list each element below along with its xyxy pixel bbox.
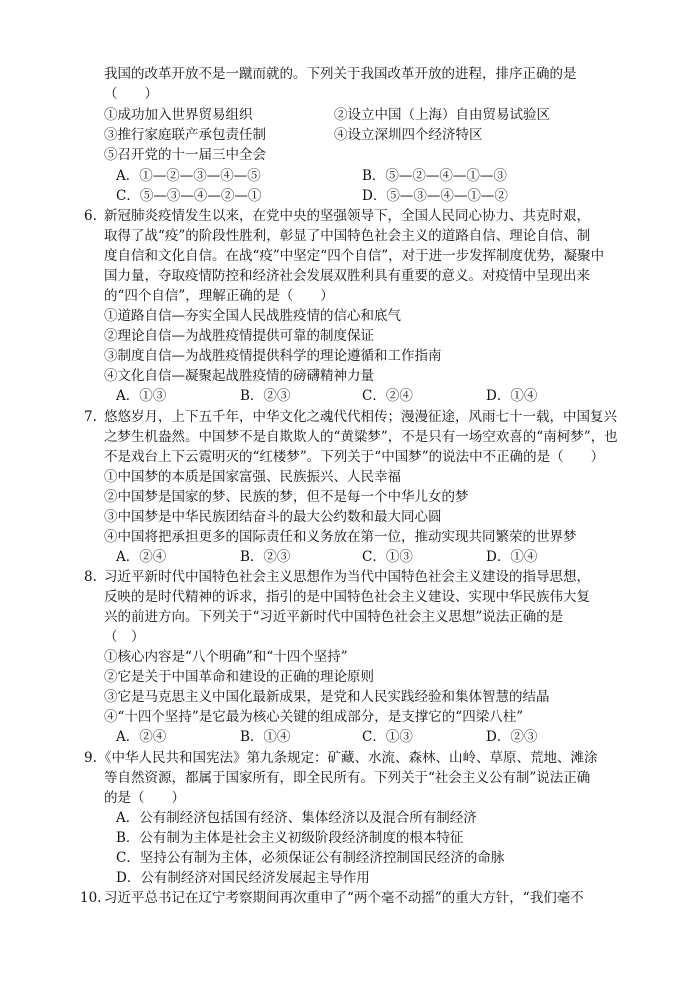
q9-stem-line: 等自然资源，都属于国家所有，即全民所有。下列关于“社会主义公有制”说法正确 bbox=[104, 770, 591, 786]
q5-option-1: ①成功加入世界贸易组织 bbox=[104, 107, 253, 123]
q8-choice-a: A．②④ bbox=[116, 729, 167, 745]
q5-option-5: ⑤召开党的十一届三中全会 bbox=[104, 147, 266, 163]
q7-option-2: ②中国梦是国家的梦、民族的梦，但不是每一个中华儿女的梦 bbox=[104, 489, 469, 505]
q6-option-1: ①道路自信—夯实全国人民战胜疫情的信心和底气 bbox=[104, 308, 401, 324]
q7-choice-b: B．②③ bbox=[240, 549, 291, 565]
q8-choice-b: B．①④ bbox=[240, 729, 291, 745]
q8-stem-line: 反映的是时代精神的诉求，指引的是中国特色社会主义建设、实现中华民族伟大复 bbox=[104, 589, 590, 605]
q8-option-1: ①核心内容是“八个明确”和“十四个坚持” bbox=[104, 649, 348, 665]
q6-option-3: ③制度自信—为战胜疫情提供科学的理论遵循和工作指南 bbox=[104, 348, 442, 364]
q5-option-3: ③推行家庭联产承包责任制 bbox=[104, 127, 266, 143]
q7-choice-a: A．②④ bbox=[116, 549, 167, 565]
q9-choice-b: B．公有制为主体是社会主义初级阶段经济制度的根本特征 bbox=[116, 830, 464, 846]
q5-choice-b: B．⑤—②—④—①—③ bbox=[362, 168, 507, 184]
q9-number: 9. bbox=[84, 750, 97, 766]
q7-stem-line: 不是戏台上下云霓明灭的“红楼梦”。下列关于“中国梦”的说法中不正确的是（ ） bbox=[104, 449, 605, 465]
q6-number: 6. bbox=[84, 208, 97, 224]
q5-option-4: ④设立深圳四个经济特区 bbox=[334, 127, 483, 143]
q9-choice-a: A．公有制经济包括国有经济、集体经济以及混合所有制经济 bbox=[116, 810, 477, 826]
q9-choice-d: D．公有制经济对国民经济发展起主导作用 bbox=[116, 870, 370, 886]
q10-number: 10. bbox=[80, 890, 102, 906]
q7-option-3: ③中国梦是中华民族团结奋斗的最大公约数和最大同心圆 bbox=[104, 509, 442, 525]
q8-choice-c: C．①③ bbox=[362, 729, 413, 745]
q9-stem-line: 《中华人民共和国宪法》第九条规定：矿藏、水流、森林、山岭、草原、荒地、滩涂 bbox=[98, 750, 598, 766]
q7-option-4: ④中国将把承担更多的国际责任和义务放在第一位，推动实现共同繁荣的世界梦 bbox=[104, 529, 577, 545]
q6-option-2: ②理论自信—为战胜疫情提供可靠的制度保证 bbox=[104, 328, 374, 344]
q5-choice-c: C．⑤—③—④—②—① bbox=[116, 188, 262, 204]
q6-choice-b: B．②③ bbox=[240, 388, 291, 404]
q8-option-3: ③它是马克思主义中国化最新成果，是党和人民实践经验和集体智慧的结晶 bbox=[104, 689, 550, 705]
q5-choice-a: A．①—②—③—④—⑤ bbox=[116, 168, 261, 184]
q6-stem-line: 的“四个自信”，理解正确的是（ ） bbox=[104, 288, 334, 304]
q6-choice-a: A．①③ bbox=[116, 388, 167, 404]
q6-stem-line: 国力量，夺取疫情防控和经济社会发展双胜利具有重要的意义。对疫情中呈现出来 bbox=[104, 268, 590, 284]
q7-option-1: ①中国梦的本质是国家富强、民族振兴、人民幸福 bbox=[104, 469, 401, 485]
q7-number: 7. bbox=[84, 409, 97, 425]
q6-option-4: ④文化自信—凝聚起战胜疫情的磅礴精神力量 bbox=[104, 368, 374, 384]
q6-choice-c: C．②④ bbox=[362, 388, 413, 404]
q6-stem-line: 新冠肺炎疫情发生以来，在党中央的坚强领导下，全国人民同心协力、共克时艰， bbox=[104, 208, 590, 224]
q7-stem-line: 之梦生机盎然。中国梦不是自欺欺人的“黄粱梦”，不是只有一场空欢喜的“南柯梦”，也 bbox=[104, 429, 618, 445]
q9-choice-c: C．坚持公有制为主体，必须保证公有制经济控制国民经济的命脉 bbox=[116, 850, 505, 866]
q8-number: 8. bbox=[84, 569, 97, 585]
q5-stem-line: 我国的改革开放不是一蹴而就的。下列关于我国改革开放的进程，排序正确的是 bbox=[104, 66, 577, 82]
q8-choice-d: D．②③ bbox=[486, 729, 538, 745]
q7-choice-c: C．①③ bbox=[362, 549, 413, 565]
q8-stem-line: 习近平新时代中国特色社会主义思想作为当代中国特色社会主义建设的指导思想， bbox=[104, 569, 590, 585]
q9-stem-line: 的是（ ） bbox=[104, 790, 185, 806]
q10-stem-line: 习近平总书记在辽宁考察期间再次重申了“两个毫不动摇”的重大方针，“我们毫不 bbox=[104, 890, 584, 906]
q5-option-2: ②设立中国（上海）自由贸易试验区 bbox=[334, 107, 550, 123]
q5-choice-d: D．⑤—③—④—①—② bbox=[362, 188, 508, 204]
q6-stem-line: 取得了战“疫”的阶段性胜利，彰显了中国特色社会主义的道路自信、理论自信、制 bbox=[104, 228, 591, 244]
q6-choice-d: D．①④ bbox=[486, 388, 538, 404]
q8-answer-paren: （ ） bbox=[104, 629, 145, 645]
q6-stem-line: 度自信和文化自信。在战“疫”中坚定“四个自信”，对于进一步发挥制度优势，凝聚中 bbox=[104, 248, 605, 264]
q8-option-2: ②它是关于中国革命和建设的正确的理论原则 bbox=[104, 669, 374, 685]
q8-stem-line: 兴的前进方向。下列关于“习近平新时代中国特色社会主义思想”说法正确的是 bbox=[104, 609, 564, 625]
q5-answer-paren: （ ） bbox=[104, 86, 158, 102]
q7-stem-line: 悠悠岁月，上下五千年，中华文化之魂代代相传；漫漫征途，风雨七十一载，中国复兴 bbox=[104, 409, 617, 425]
q8-option-4: ④“十四个坚持”是它最为核心关键的组成部分，是支撑它的“四梁八柱” bbox=[104, 709, 524, 725]
q7-choice-d: D．①④ bbox=[486, 549, 538, 565]
